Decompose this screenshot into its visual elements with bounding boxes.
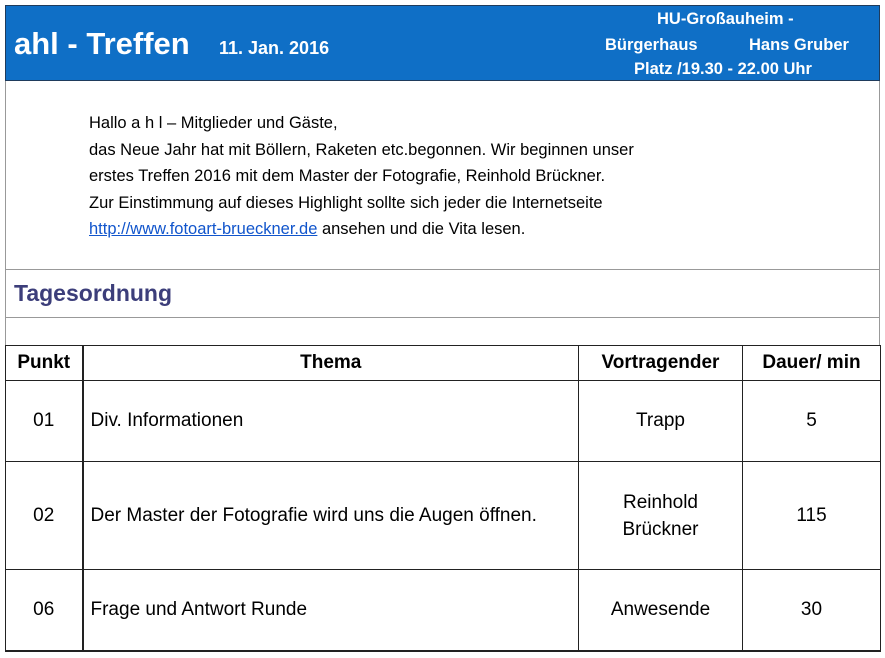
location-line-2: Bürgerhaus [605, 36, 698, 54]
meeting-title: ahl - Treffen [14, 26, 190, 61]
intro-section [5, 81, 880, 270]
time-line: Platz /19.30 - 22.00 Uhr [634, 60, 812, 78]
cell-vortragender [579, 381, 743, 462]
meeting-date: 11. Jan. 2016 [219, 38, 330, 58]
host-name: Hans Gruber [749, 36, 849, 54]
cell-dauer: 5 [743, 381, 881, 462]
cell-punkt: 02 [6, 462, 83, 570]
table-row [6, 570, 881, 652]
table-row [6, 381, 881, 462]
intro-line-3: erstes Treffen 2016 mit dem Master der Fotografie, Reinhold Brückner. [89, 167, 606, 185]
table-row [6, 462, 881, 570]
cell-thema: Div. Informationen [83, 381, 579, 462]
speaker-line-2: Brückner [622, 518, 699, 540]
column-header-dauer: Dauer/ min [743, 346, 881, 381]
speaker-line-1: Anwesende [610, 599, 711, 620]
cell-vortragender [579, 462, 743, 570]
intro-text [89, 110, 634, 243]
cell-dauer: 30 [743, 570, 881, 652]
agenda-heading-section [5, 270, 880, 318]
speaker-line-1: Trapp [636, 410, 685, 431]
header-banner [5, 5, 880, 81]
column-header-punkt: Punkt [6, 346, 83, 381]
intro-line-4: Zur Einstimmung auf dieses Highlight sollte sich jeder die Internetseite [89, 193, 603, 212]
spacer-row [5, 318, 880, 345]
cell-dauer: 115 [743, 462, 881, 570]
intro-line-1: Hallo a h l – Mitglieder und Gäste, [89, 114, 338, 132]
cell-vortragender [579, 570, 743, 652]
cell-thema: Der Master der Fotografie wird uns die Augen öffnen. [83, 462, 579, 570]
column-header-thema: Thema [83, 346, 579, 381]
speaker-line-1: Reinhold [623, 491, 698, 513]
intro-line-5 [89, 216, 634, 243]
agenda-title: Tagesordnung [14, 280, 173, 306]
column-header-vortragender: Vortragender [579, 346, 743, 381]
cell-punkt: 06 [6, 570, 83, 652]
agenda-table [5, 345, 881, 652]
cell-punkt: 01 [6, 381, 83, 462]
intro-line-2: das Neue Jahr hat mit Böllern, Raketen etc.begonnen. Wir beginnen unser [89, 140, 634, 159]
intro-line-5-rest: ansehen und die Vita lesen. [317, 220, 526, 238]
cell-thema: Frage und Antwort Runde [83, 570, 579, 652]
website-link[interactable]: http://www.fotoart-brueckner.de [89, 220, 318, 238]
location-line-1: HU-Großauheim - [657, 10, 794, 28]
table-header-row [6, 346, 881, 381]
